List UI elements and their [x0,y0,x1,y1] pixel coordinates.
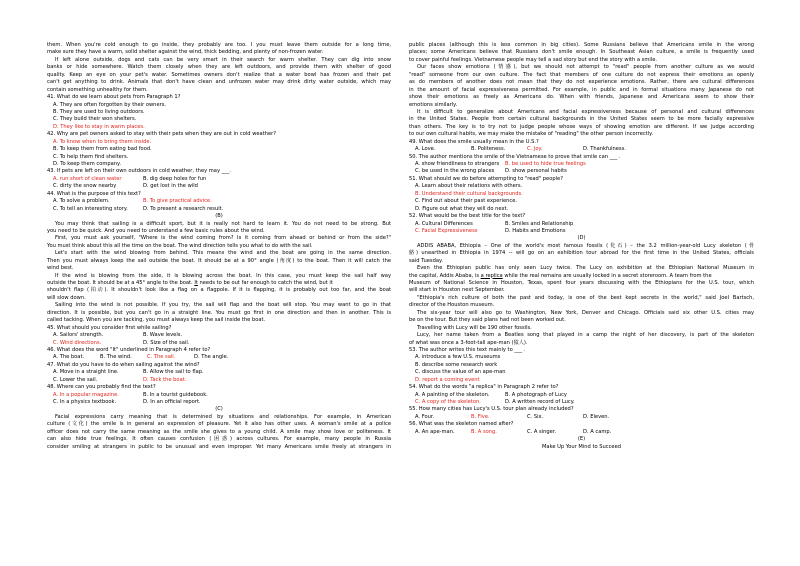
text-line: First, you must ask yourself, "Where is the wind coming from? Is it coming from ahead or behind or from the side?" [55,235,391,242]
question-56: 56. What was the skeleton named after? [409,421,514,428]
text-line: will slow down. [47,294,86,301]
option: C. To tell an interesting story. [53,205,128,212]
option: C. They build their won shelters. [53,116,137,123]
answer-option: A. To know when to bring them inside. [53,138,152,145]
answer-option: C. The sail. [147,354,176,361]
text-line: Facial expressions carry meaning that is determined by situations and relationships. For example, in American [55,413,391,420]
text-line: shouldn't flap (拍动). It shouldn't look like a flag on a flagpole. If it is flapping, it is probably out too far, and the boat [47,287,391,294]
section-heading: (E) [577,436,586,443]
text-line: called tacking. When you are tacking, you must always keep the sail inside the boat. [47,317,266,324]
option: B. Smiles and Relationship [505,220,574,227]
option: B. A photograph of Lucy [505,391,567,398]
text-line: Our faces show emotions (情感), but we should not attempt to "read" people from another culture as we would [417,64,754,71]
option: B. To keep them from eating bad food. [53,146,152,153]
text-line: in the amount of facial expressiveness permitted. For example, in public and in formal situations many Japanese do not [409,86,754,93]
text-line: public places (although this is less common in big cities). Some Russians believe that Americans smile in the wrong [409,42,754,48]
question-49: 49. What does the smile usually mean in the U.S.? [409,138,539,145]
question-50: 50. The author mentions the smile of the Vietnamese to prove that smile can ___ . [409,153,621,160]
option: D. Figure out what they will do next. [415,205,509,212]
text-line: banks or hide somewhere. Watch them closely when they are left outdoors, and provide them with shelter of good [47,64,391,71]
text-line: "read" someone from our own culture. The fact that members of one culture do not express their emotions as openly [409,71,754,78]
answer-option: B. To give practical advice. [143,198,212,205]
text-line: consider smiling at strangers in public to be unusual and even improper. Yet many Americans smile freely at strangers in [47,443,391,450]
option: A. They are often forgotten by their owners. [53,101,167,108]
option: B. Allow the sail to flap. [143,369,204,376]
answer-option: D. Tack the boat. [143,376,187,383]
option: A. introduce a few U.S. museums [415,354,501,361]
text-line: Travelling with Lucy will be 190 other fossils. [417,324,532,331]
answer-option: C. Wind directions. [53,339,102,346]
question-51: 51. What should we do before attempting to "read" people? [409,175,563,182]
option: C. A singer. [527,428,557,435]
text-line: them. When you're cold enough to go inside, they probably are too. I you must leave them outside for a long time, [47,42,391,48]
question-53: 53. The author writes this text mainly to ___ . [409,346,526,353]
question-41: 41. What do we learn about pets from Paragraph 1? [47,94,181,101]
text-line: quality. Keep an eye on your pet's water. Sometimes owners don't realize that a water bowl has frozen and their pet [47,71,391,78]
option: A. Love. [415,146,436,153]
question-47: 47. What do you have to do when sailing against the wind? [47,361,200,368]
underlined-word: It [194,280,198,286]
text-line: can also hide true feelings. It often causes confusion (困惑) across cultures. For example, many people in Russia [47,436,391,443]
text-line: director of the Houston museum. [409,302,495,309]
question-52: 52. What would be the best title for the text? [409,213,526,220]
answer-option: B. be used to hide true feelings [505,161,586,167]
option: C. Find out about their past experience. [415,198,518,205]
option: B. dig deep holes for fun [143,175,207,182]
option: A. A painting of the skeleton. [415,391,490,398]
question-43: 43. If pets are left on their own outdoors in cold weather, they may ___. [47,168,231,175]
section-heading: (B) [215,213,223,220]
text-line: It is difficult to generalize about Americans and facial expressiveness because of personal and cultural differences [417,108,754,115]
option: A. Four. [415,413,435,420]
question-54: 54. What do the words "a replica" in Paragraph 2 refer to? [409,384,559,391]
option: D. The angle. [194,354,229,361]
option: D. Eleven. [583,413,610,420]
answer-option: C. Facial Expressiveness [415,227,478,234]
option: C. dirty the snow nearby [53,183,117,190]
option: B. describe some research work [415,361,498,368]
text-line: direction. It is possible, but you can't go in a straight line. You must go first in one direction and then in another. This is [47,309,391,316]
option: D. A written record of Lucy. [505,399,575,405]
option: A. An ape-man. [415,428,455,435]
answer-option: C. Joy. [527,146,543,153]
answer-option: C. A copy of the skeleton. [415,399,481,405]
option: D. Habits and Emotions [505,227,566,234]
option: B. Wave levels. [143,332,183,339]
text-line: of what was once a 3-foot-tall ape-man (猿人). [409,339,528,346]
option: C. In a physics textbook. [53,399,117,405]
question-44: 44. What is the purpose of this text? [47,190,141,197]
answer-option: A. run short of clean water [53,175,122,182]
text-line: said Tuesday. [409,257,443,264]
option: D. To present a research result. [143,205,224,212]
option: A. Learn about their relations with others. [415,183,523,190]
text-line: contain something unhealthy for them. [47,86,148,93]
answer-option: B. Five. [471,413,490,420]
text-line: than others. The key is to try not to judge people whose ways of showing emotion are different. If we judge according [409,123,754,130]
option: C. be used in the wrong places [415,168,495,175]
text-line: Lucy, her name taken from a Beatles song that played in a camp the night of her discovery, is part of the skeleton [417,332,754,339]
question-45: 45. What should you consider first while sailing? [47,324,172,331]
text-line: emotions similarly. [409,101,458,108]
text-line: "Ethiopia's rich culture of both the past and today, is one of the best kept secrets in the world," said Joel Bartsch, [417,294,754,301]
right-column [409,42,754,451]
text-line: You may think that sailing is a difficult sport, but it is really not hard to learn it. You do not need to be strong. But [55,220,391,227]
text-line: ADDIS ABABA, Ethiopia – One of the world's most famous fossils (化石) – the 3.2 million-year-old Lucy skeleton (骨 [417,242,754,249]
option: D. show personal habits [505,168,567,175]
text-line: outside the boat. It should be at a 45° angle to the boat. It needs to be out far enough to catch the wind, but it [47,280,333,286]
essay-title: Make Up Your Mind to Succeed [541,443,622,450]
option: B. They are used to living outdoors. [53,108,145,115]
text-line: Museum of National Science in Houston, Texas, spent four years discussing with the Ethiopians for the U.S. tour, which [409,280,754,286]
text-line: to cover painful feelings. Vietnamese people may tell a sad story but end the story with a smile. [409,56,658,63]
answer-option: B. A song. [471,428,497,435]
option: A. Cultural Differences [415,220,473,227]
option: D. In an official report. [143,399,201,405]
option: C. To help them find shelters. [53,153,129,160]
question-55: 55. How many cities has Lucy's U.S. tour plan already included? [409,406,574,413]
text-line: Sailing into the wind is not possible. If you try, the sail will flap and the boat will stop. You may want to go in that [55,302,391,309]
text-line: If the wind is blowing from the side, it is blowing across the boat. In this case, you must keep the sail half way [55,272,391,279]
text-line: Let's start with the wind blowing from behind. This means the wind and the boat are going in the same direction. [55,250,391,257]
answer-option: D. report a coming event [415,376,480,383]
option: D. Thankfulness. [583,146,626,153]
option: A. The boat. [53,354,85,361]
text-line: show their emotions as freely as Americans do. When with friends, Japanese and Americans seem to show their [409,94,754,101]
text-line: 骼) unearthed in Ethiopia in 1974 -- will go on an exhibition tour abroad for the first time in the United States, officials [409,250,754,257]
text-line: If left alone outside, dogs and cats can be very smart in their search for warm shelter. They can dig into snow [55,56,391,63]
question-46: 46. What does the word "It" underlined in Paragraph 4 refer to? [47,346,211,353]
text-line: officer does not carry the same meaning as the smile she gives to a young child. A smile may show love or politeness. It [47,428,391,435]
text-line: will start in Houston next September. [409,287,505,294]
question-42: 42. Why are pet owners asked to stay with their pets when they are out in cold weather? [47,131,276,138]
section-heading: (D) [577,235,586,242]
text-line: The six-year tour will also go to Washington, New York, Denver and Chicago. Officials said six other U.S. cities may [417,309,754,316]
underlined-phrase: a replica [480,272,503,279]
text-line: Then you must always keep the sail outside the boat. It should be at a 90° angle (角度) to the boat. Then it will catch the [47,257,391,264]
text-line: be on the tour. But they said plans had not been worked out. [409,317,566,324]
option: B. Politeness. [471,146,506,153]
option: C. Six. [527,413,544,420]
option: A. Move in a straight line. [53,369,119,376]
answer-option: A. In a popular magazine. [53,391,119,398]
option: D. Size of the sail. [143,339,190,346]
text-line: Even the Ethiopian public has only seen Lucy twice. The Lucy on exhibition at the Ethiopian National Museum in [417,265,754,272]
option: A. Sailors' strength. [53,332,104,339]
text-line: places; some Americans believe that Russians don't smile enough. In Southeast Asian culture, a smile is frequently used [409,49,754,56]
text-line: as do members of another does not mean that they do not experience emotions. Rather, there are cultural differences [409,79,754,86]
option: A. show friendliness to strangers [415,161,500,167]
text-line: make sure they have a warm, solid shelter against the wind, thick bedding, and plenty of non-frozen water. [47,49,324,56]
option: A. To solve a problem. [53,198,110,205]
text-line: to our own cultural habits, we may make the mistake of "reading" the other person incorrectly. [409,131,654,138]
answer-option: B. Understand their cultural backgrounds. [415,190,523,197]
answer-option: D. They like to stay in warm places. [53,123,145,130]
text-line: wind best. [47,265,74,272]
text-line: the capital, Addis Ababa, is a replica while the real remains are usually locked in a secret storeroom. A team from the [409,272,712,279]
left-column [47,42,391,451]
option: D. To keep them company. [53,161,121,167]
question-48: 48. Where can you probably find the text? [47,384,156,391]
text-line: can't get anything to drink. Animals that don't have clean and unfrozen water may drink dirty water outside, which may [47,79,391,86]
option: D. A camp. [583,428,612,435]
text-line: you need to be quick. And you need to understand a few basic rules about the wind. [47,227,265,234]
section-heading: (C) [215,406,223,413]
option: D. get lost in the wild [143,183,198,190]
text-line: culture (文化) the smile is in general an expression of pleasure. Yet it also has other uses. A woman's smile at a police [47,421,391,428]
text-line: in the United States. People from certain cultural backgrounds in the United States seem to be more facially expressive [409,116,754,123]
option: C. discuss the value of an ape-man [415,369,506,376]
option: B. In a tourist guidebook. [143,391,208,398]
option: B. The wind. [100,354,132,361]
option: C. Lower the sail. [53,376,98,383]
text-line: You must think about this all the time on the boat. The wind direction tells you what to do with the sail. [47,242,313,249]
